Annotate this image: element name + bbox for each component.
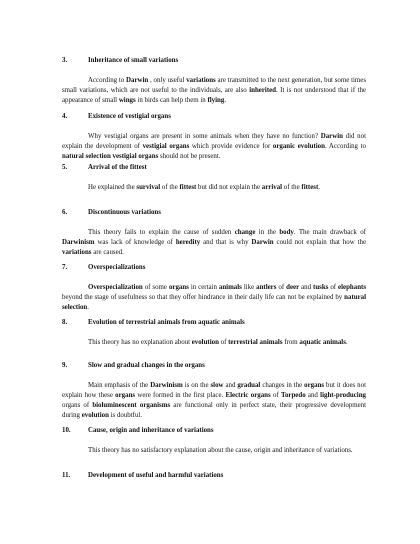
section-number: 11. <box>62 472 71 479</box>
bold-term: evolution <box>191 339 219 346</box>
text-run: Why vestigial organs are present in some animals when they have no function? <box>88 133 321 140</box>
section-number: 9. <box>62 362 68 369</box>
section-heading <box>62 112 366 122</box>
text-run: . <box>345 339 348 346</box>
bold-term: variations <box>186 77 216 84</box>
section-heading <box>62 318 366 328</box>
text-run: of <box>276 284 287 291</box>
text-run: of some <box>142 284 169 291</box>
text-run: are functional only in perfect state, their progressive development during <box>62 402 366 419</box>
text-run: were formed in the first place. <box>135 392 226 399</box>
text-run: did not explain the development of <box>62 133 366 150</box>
text-run: Main emphasis of the <box>88 382 151 389</box>
text-run: like <box>241 284 257 291</box>
section-number: 8. <box>62 319 68 326</box>
section-title: Arrival of the fittest <box>88 164 147 171</box>
section-paragraph <box>62 283 366 313</box>
text-run: According to <box>88 77 127 84</box>
bold-term: Darwin <box>320 133 343 140</box>
bold-term: bioluminescent organisms <box>92 402 171 409</box>
text-run: and <box>299 284 314 291</box>
bold-term: tusks <box>313 284 329 291</box>
text-run: This theory has no explanation about <box>88 339 192 346</box>
section-title: Discontinuous variations <box>88 209 161 216</box>
section-3 <box>62 56 366 106</box>
bold-term: elephants <box>338 284 366 291</box>
section-title: Cause, origin and inheritance of variations <box>88 427 214 434</box>
text-run: which provide evidence for <box>189 143 273 150</box>
text-run: but did not explain the <box>196 184 262 191</box>
section-title: Overspecializations <box>88 264 146 271</box>
bold-term: Darwinism <box>150 382 183 389</box>
text-run: . <box>318 184 320 191</box>
text-run: but it does not explain how these <box>62 382 366 399</box>
text-run: is on the <box>182 382 211 389</box>
text-run: from <box>282 339 300 346</box>
section-heading <box>62 426 366 436</box>
text-run: . <box>87 304 89 311</box>
text-run: of the <box>160 184 180 191</box>
text-run: was lack of knowledge of <box>94 239 176 246</box>
bold-term: fittest <box>301 184 319 191</box>
bold-term: natural selection vestigial organs <box>62 153 159 160</box>
bold-term: vestigial organs <box>142 143 190 150</box>
section-heading <box>62 163 366 173</box>
bold-term: Overspecialization <box>88 284 143 291</box>
section-title: Development of useful and harmful variations <box>88 472 224 479</box>
bold-term: light-producing <box>320 392 366 399</box>
bold-term: aquatic animals <box>299 339 346 346</box>
text-run: of <box>328 284 339 291</box>
text-run: are transmitted to the next generation, but some times small variations, which are not useful to the individuals, are also <box>62 77 366 94</box>
text-run: changes in the <box>260 382 305 389</box>
section-7 <box>62 263 366 313</box>
section-10 <box>62 426 366 456</box>
bold-term: arrival <box>261 184 283 191</box>
section-number: 6. <box>62 209 68 216</box>
text-run: in birds can help them in <box>135 97 208 104</box>
text-run: of <box>218 339 229 346</box>
text-run: He explained the <box>88 184 137 191</box>
section-number: 7. <box>62 264 68 271</box>
text-run: and <box>223 382 238 389</box>
bold-term: deer <box>286 284 300 291</box>
section-title: Evolution of terrestrial animals from aquatic animals <box>88 319 245 326</box>
text-run: This theory has no satisfactory explanation about the cause, origin and inheritance of variations. <box>88 447 353 454</box>
text-run: . According to <box>324 143 367 150</box>
bold-term: gradual <box>237 382 261 389</box>
bold-term: heredity <box>175 239 201 246</box>
text-run: should not be present. <box>158 153 221 160</box>
text-run: organs of <box>62 402 93 409</box>
section-4 <box>62 112 366 162</box>
bold-term: wings <box>118 97 136 104</box>
text-run: . The main drawback of <box>293 229 366 236</box>
section-heading <box>62 361 366 371</box>
bold-term: evolution <box>81 412 109 419</box>
bold-term: survival <box>136 184 161 191</box>
bold-term: antlers <box>256 284 277 291</box>
text-run: in the <box>255 229 280 236</box>
text-run: . It is not understood that if the appearance of small <box>62 87 366 104</box>
section-heading <box>62 56 366 66</box>
section-title: Inheritance of small variations <box>88 57 179 64</box>
bold-term: flying <box>207 97 225 104</box>
text-run: are caused. <box>91 249 124 256</box>
text-run: of the <box>282 184 302 191</box>
section-title: Slow and gradual changes in the organs <box>88 362 205 369</box>
bold-term: organic evolution <box>272 143 325 150</box>
text-run: of <box>270 392 281 399</box>
bold-term: Darwinism <box>62 239 95 246</box>
text-run: and <box>305 392 321 399</box>
section-paragraph <box>62 228 366 258</box>
section-paragraph <box>62 76 366 106</box>
text-run: beyond the stage of usefulness so that they offer hindrance in their daily life can not be explained by <box>62 294 345 301</box>
section-number: 4. <box>62 113 68 120</box>
section-paragraph <box>62 381 366 421</box>
section-paragraph <box>62 132 366 162</box>
section-11 <box>62 471 366 481</box>
section-8 <box>62 318 366 348</box>
text-run: in certain <box>188 284 219 291</box>
bold-term: variations <box>62 249 92 256</box>
bold-term: organs <box>168 284 189 291</box>
section-title: Existence of vestigial organs <box>88 113 171 120</box>
section-9 <box>62 361 366 421</box>
bold-term: organs <box>304 382 325 389</box>
text-run: and that is why <box>200 239 252 246</box>
bold-term: natural selection <box>62 294 366 311</box>
section-6 <box>62 208 366 258</box>
section-5 <box>62 163 366 193</box>
section-paragraph <box>62 183 366 193</box>
bold-term: Darwin <box>126 77 149 84</box>
section-number: 5. <box>62 164 68 171</box>
bold-term: slow <box>210 382 224 389</box>
bold-term: fittest <box>179 184 197 191</box>
section-paragraph <box>62 338 366 348</box>
section-number: 3. <box>62 57 68 64</box>
bold-term: animals <box>218 284 242 291</box>
text-run: could not explain that how the <box>273 239 366 246</box>
section-number: 10. <box>62 427 71 434</box>
bold-term: Electric organs <box>225 392 271 399</box>
section-heading <box>62 263 366 273</box>
text-run: . <box>224 97 227 104</box>
section-heading <box>62 208 366 218</box>
bold-term: organs <box>115 392 136 399</box>
text-run: , only useful <box>148 77 187 84</box>
bold-term: terrestrial animals <box>228 339 283 346</box>
bold-term: inherited <box>249 87 276 94</box>
section-heading <box>62 471 366 481</box>
text-run: This theory fails to explain the cause of sudden <box>88 229 235 236</box>
section-paragraph <box>62 446 366 456</box>
text-run: is doubtful. <box>108 412 143 419</box>
bold-term: change <box>234 229 256 236</box>
bold-term: body <box>279 229 294 236</box>
bold-term: Darwin <box>251 239 274 246</box>
bold-term: Torpedo <box>281 392 306 399</box>
